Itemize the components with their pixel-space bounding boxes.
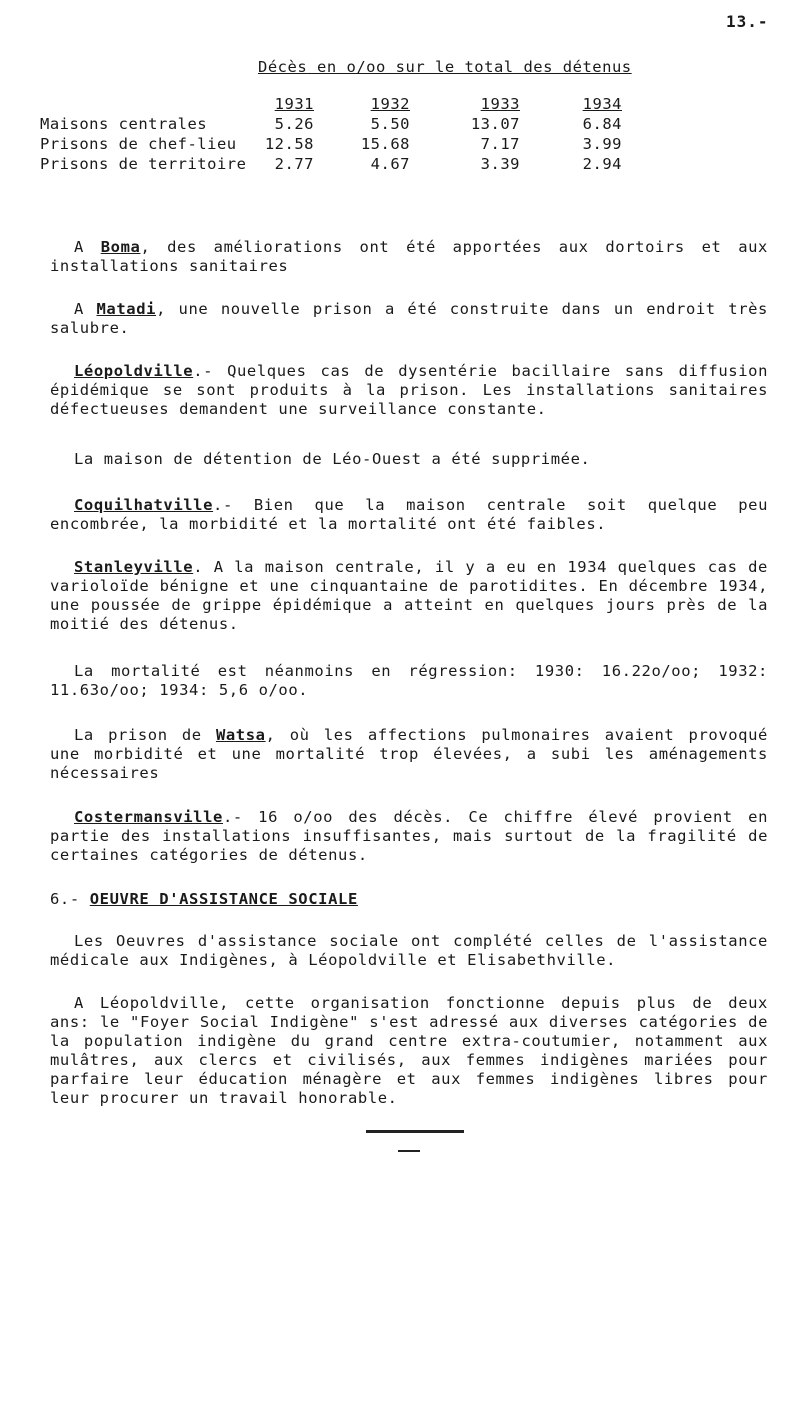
page-number: 13.- [726, 12, 769, 31]
section-title: OEUVRE D'ASSISTANCE SOCIALE [89, 890, 358, 908]
section-paragraph [50, 932, 768, 970]
table-cell: 6.84 [582, 115, 622, 133]
table-row [40, 134, 622, 154]
paragraph-text: , une nouvelle prison a été construite dans un endroit très salubre. [50, 300, 768, 337]
table-caption [258, 58, 798, 76]
place-name: Stanleyville [74, 558, 194, 576]
paragraph-text: La maison de détention de Léo-Ouest a été supprimée. [74, 450, 591, 468]
year-header: 1934 [582, 95, 622, 113]
table-cell: 2.94 [582, 155, 622, 173]
table-caption-prefix: Décès [258, 58, 308, 76]
table-corner [40, 94, 254, 114]
paragraph-text: La mortalité est néanmoins en régression: 1930: 16.22o/oo; 1932: 11.63o/oo; 1934: 5,6 o/oo. [50, 662, 768, 699]
paragraph-coquilhatville [50, 496, 768, 534]
row-label: Prisons de territoire [40, 155, 247, 173]
section-heading [50, 890, 358, 908]
paragraph-text: . A la maison centrale, il y a eu en 1934 quelques cas de varioloïde bénigne et une cinquantaine de parotidites. En décembre 1934, une poussée de grippe épidémique a atteint en quelques jours près de la moitié des détenus. [50, 558, 768, 633]
table-cell: 3.39 [480, 155, 520, 173]
place-name: Watsa [215, 726, 266, 744]
mortality-table [40, 94, 622, 174]
paragraph-text: .- Bien que la maison centrale soit quelque peu encombrée, la morbidité et la mortalité ont été faibles. [50, 496, 768, 533]
table-header-row [40, 94, 622, 114]
divider-mark [398, 1150, 420, 1152]
paragraph-text: , des améliorations ont été apportées aux dortoirs et aux installations sanitaires [50, 238, 768, 275]
table-cell: 5.50 [370, 115, 410, 133]
paragraph-costermansville [50, 808, 768, 865]
place-name: Léopoldville [74, 362, 194, 380]
paragraph-mortalite [50, 662, 768, 700]
paragraph-leopoldville [50, 362, 768, 419]
paragraph-prefix: A [74, 300, 97, 318]
row-label: Maisons centrales [40, 115, 208, 133]
paragraph-text: A Léopoldville, cette organisation fonctionne depuis plus de deux ans: le "Foyer Social Indigène" s'est adressé aux diverses catégories de la population indigène du grand centre extra-coutumier, notamment aux mulâtres, aux clercs et civilisés, aux femmes indigènes mariées pour parfaire leur éducation ménagère et aux femmes indigènes libres pour leur procurer un travail honorable. [50, 994, 768, 1107]
table-row [40, 154, 622, 174]
year-header: 1931 [274, 95, 314, 113]
paragraph-text: .- 16 o/oo des décès. Ce chiffre élevé provient en partie des installations insuffisantes, mais surtout de la fragilité de certaines catégories de détenus. [50, 808, 768, 864]
table-cell: 4.67 [370, 155, 410, 173]
place-name: Costermansville [74, 808, 223, 826]
place-name: Matadi [96, 300, 157, 318]
row-label: Prisons de chef-lieu [40, 135, 237, 153]
place-name: Coquilhatville [74, 496, 214, 514]
table-cell: 2.77 [274, 155, 314, 173]
year-header: 1933 [480, 95, 520, 113]
paragraph-prefix: La prison de [74, 726, 216, 744]
paragraph-matadi [50, 300, 768, 338]
paragraph-leo-ouest [50, 450, 768, 469]
place-name: Boma [100, 238, 141, 256]
table-row [40, 114, 622, 134]
table-cell: 5.26 [274, 115, 314, 133]
table-cell: 3.99 [582, 135, 622, 153]
paragraph-boma [50, 238, 768, 276]
table-caption-rest: en o/oo sur le total des détenus [307, 58, 632, 76]
paragraph-text: .- Quelques cas de dysentérie bacillaire sans diffusion épidémique se sont produits à la prison. Les installations sanitaires défectueuses demandent une surveillance constante. [50, 362, 768, 418]
table-cell: 13.07 [470, 115, 520, 133]
year-header: 1932 [370, 95, 410, 113]
paragraph-prefix: A [74, 238, 101, 256]
paragraph-text: , où les affections pulmonaires avaient provoqué une morbidité et une mortalité trop élevées, a subi les aménagements nécessaires [50, 726, 768, 782]
section-number: 6.- [50, 890, 80, 908]
table-cell: 12.58 [264, 135, 314, 153]
table-cell: 7.17 [480, 135, 520, 153]
paragraph-stanleyville [50, 558, 768, 634]
section-paragraph [50, 994, 768, 1108]
paragraph-watsa [50, 726, 768, 783]
paragraph-text: Les Oeuvres d'assistance sociale ont complété celles de l'assistance médicale aux Indigènes, à Léopoldville et Elisabethville. [50, 932, 768, 969]
table-cell: 15.68 [360, 135, 410, 153]
divider-rule [366, 1130, 464, 1133]
